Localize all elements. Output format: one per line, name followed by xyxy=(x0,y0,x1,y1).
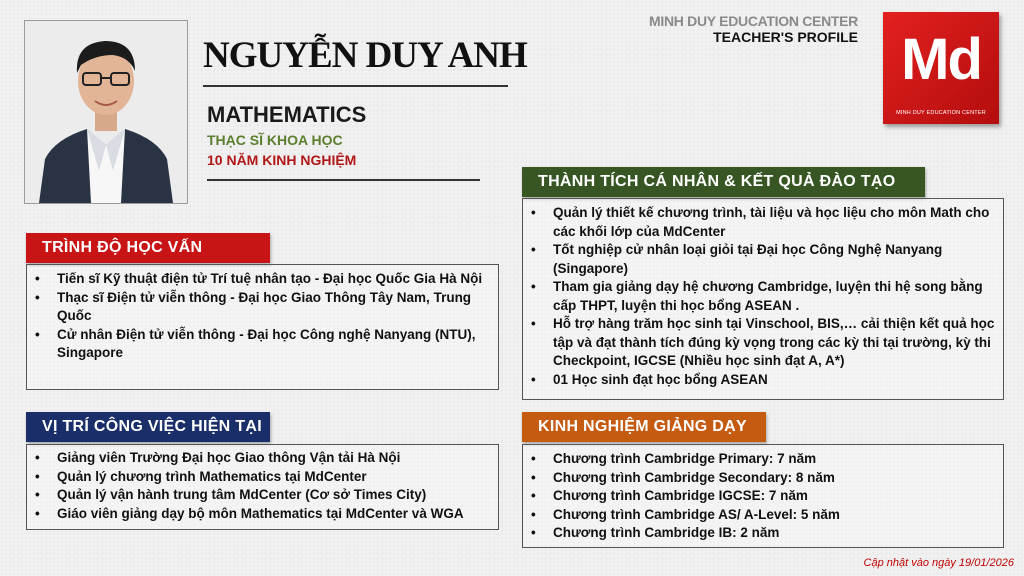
list-item xyxy=(523,469,1003,488)
list-item-text: Giáo viên giảng dạy bộ môn Mathematics tại MdCenter và WGA xyxy=(57,505,464,521)
logo-mark: Md xyxy=(901,27,981,92)
experience-label: 10 NĂM KINH NGHIỆM xyxy=(207,152,357,168)
bullet-icon: • xyxy=(531,451,536,466)
bullet-icon: • xyxy=(531,316,536,331)
list-item-text: Chương trình Cambridge IGCSE: 7 năm xyxy=(553,488,808,503)
education-header: TRÌNH ĐỘ HỌC VẤN xyxy=(26,233,270,263)
position-list xyxy=(27,449,498,523)
bullet-icon: • xyxy=(531,506,536,522)
subject-title: MATHEMATICS xyxy=(207,102,367,127)
education-box xyxy=(26,264,499,390)
list-item xyxy=(27,505,498,524)
list-item xyxy=(27,449,498,468)
list-item-text: Quản lý vận hành trung tâm MdCenter (Cơ sở Times City) xyxy=(57,487,427,502)
list-item-text: Chương trình Cambridge AS/ A-Level: 5 năm xyxy=(553,506,840,522)
education-list xyxy=(27,270,498,363)
teaching-header: KINH NGHIỆM GIẢNG DẠY xyxy=(522,412,766,442)
bullet-icon: • xyxy=(35,505,40,521)
bullet-icon: • xyxy=(531,242,536,257)
achievements-header: THÀNH TÍCH CÁ NHÂN & KẾT QUẢ ĐÀO TẠO xyxy=(522,167,925,197)
bullet-icon: • xyxy=(35,326,40,342)
teacher-name: NGUYỄN DUY ANH xyxy=(203,35,527,76)
bullet-icon: • xyxy=(35,271,40,286)
list-item-text: Quản lý thiết kế chương trình, tài liệu và học liệu cho môn Math cho các khối lớp của MdCenter xyxy=(553,205,990,239)
profile-label: TEACHER'S PROFILE xyxy=(713,29,858,45)
updated-date: Cập nhật vào ngày 19/01/2026 xyxy=(863,557,1014,569)
bullet-icon: • xyxy=(531,279,536,294)
position-header: VỊ TRÍ CÔNG VIỆC HIỆN TẠI xyxy=(26,412,270,442)
info-divider xyxy=(207,179,480,181)
teaching-list xyxy=(523,450,1003,543)
list-item xyxy=(523,204,1003,241)
bullet-icon: • xyxy=(35,468,40,484)
list-item-text: Tốt nghiệp cử nhân loại giỏi tại Đại học Công Nghệ Nanyang (Singapore) xyxy=(553,242,943,276)
list-item xyxy=(27,468,498,487)
position-box xyxy=(26,444,499,530)
achievements-box xyxy=(522,198,1004,400)
list-item-text: Chương trình Cambridge IB: 2 năm xyxy=(553,525,780,540)
list-item-text: Chương trình Cambridge Primary: 7 năm xyxy=(553,451,817,466)
list-item xyxy=(27,486,498,505)
name-divider xyxy=(203,85,508,87)
list-item xyxy=(523,487,1003,506)
list-item xyxy=(27,289,498,326)
list-item-text: Giảng viên Trường Đại học Giao thông Vận tải Hà Nội xyxy=(57,450,401,465)
teaching-box xyxy=(522,444,1004,548)
degree-label: THẠC SĨ KHOA HỌC xyxy=(207,132,343,148)
list-item-text: Tham gia giảng dạy hệ chương Cambridge, luyện thi hệ song bằng cấp THPT, luyện thi học bổng ASEAN . xyxy=(553,279,983,313)
list-item-text: Tiến sĩ Kỹ thuật điện tử Trí tuệ nhân tạo - Đại học Quốc Gia Hà Nội xyxy=(57,271,483,286)
bullet-icon: • xyxy=(35,450,40,465)
list-item-text: Cử nhân Điện tử viễn thông - Đại học Công nghệ Nanyang (NTU), Singapore xyxy=(57,326,476,360)
bullet-icon: • xyxy=(531,525,536,540)
portrait-image xyxy=(25,21,187,203)
list-item xyxy=(523,524,1003,543)
list-item xyxy=(523,450,1003,469)
bullet-icon: • xyxy=(531,469,536,485)
teacher-photo xyxy=(24,20,188,204)
md-logo xyxy=(883,12,999,124)
logo-text: MINH DUY EDUCATION CENTER xyxy=(896,110,986,116)
list-item-text: Hỗ trợ hàng trăm học sinh tại Vinschool, BIS,… cải thiện kết quả học tập và đạt thành tích đúng kỳ vọng trong các kỳ thi tại trường, kỳ thi Checkpoint, IGCSE (Nhiều học sinh đạt A, A*) xyxy=(553,316,995,368)
achievements-list xyxy=(523,204,1003,389)
bullet-icon: • xyxy=(531,488,536,503)
list-item-text: Thạc sĩ Điện tử viễn thông - Đại học Giao Thông Tây Nam, Trung Quốc xyxy=(57,289,472,323)
center-name: MINH DUY EDUCATION CENTER xyxy=(649,13,858,29)
list-item-text: Chương trình Cambridge Secondary: 8 năm xyxy=(553,469,835,485)
list-item xyxy=(523,371,1003,390)
list-item xyxy=(523,506,1003,525)
list-item xyxy=(27,326,498,363)
bullet-icon: • xyxy=(531,371,536,387)
list-item xyxy=(523,315,1003,371)
list-item-text: Quản lý chương trình Mathematics tại MdCenter xyxy=(57,468,367,484)
list-item xyxy=(523,278,1003,315)
list-item-text: 01 Học sinh đạt học bổng ASEAN xyxy=(553,371,768,387)
bullet-icon: • xyxy=(35,487,40,502)
bullet-icon: • xyxy=(531,205,536,220)
list-item xyxy=(523,241,1003,278)
list-item xyxy=(27,270,498,289)
bullet-icon: • xyxy=(35,289,40,305)
